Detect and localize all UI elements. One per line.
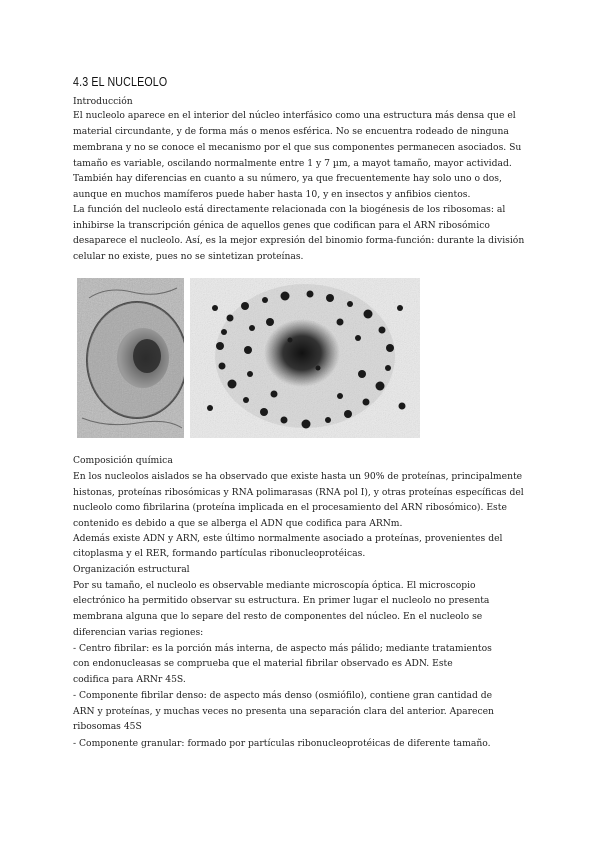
organization-line: membrana alguna que lo separe del resto de componentes del núcleo. En el nucleolo se bbox=[73, 611, 483, 622]
intro-line: También hay diferencias en cuanto a su número, ya que frecuentemente hay solo uno o dos, bbox=[73, 173, 502, 184]
organization-line: - Componente granular: formado por partículas ribonucleoprotéicas de diferente tamaño. bbox=[73, 738, 491, 749]
organization-line: con endonucleasas se comprueba que el material fibrilar observado es ADN. Este bbox=[73, 658, 453, 669]
organization-line: ARN y proteínas, y muchas veces no presenta una separación clara del anterior. Aparecen bbox=[73, 706, 494, 717]
organization-line: ribosomas 45S bbox=[73, 721, 142, 732]
organization-line: electrónico ha permitido observar su estructura. En primer lugar el nucleolo no presenta bbox=[73, 595, 490, 606]
intro-line: membrana y no se conoce el mecanismo por el que sus componentes permanecen asociados. Su bbox=[73, 142, 522, 153]
organization-line: - Centro fibrilar: es la porción más interna, de aspecto más pálido; mediante tratamientos bbox=[73, 643, 492, 654]
composition-line: En los nucleolos aislados se ha observado que existe hasta un 90% de proteínas, principalmente bbox=[73, 471, 523, 482]
intro-line: material circundante, y de forma más o menos esférica. No se encuentra rodeado de ninguna bbox=[73, 126, 509, 137]
intro-line: desaparece el nucleolo. Así, es la mejor expresión del binomio forma-función: durante la división bbox=[73, 235, 525, 246]
organization-line: codifica para ARNr 45S. bbox=[73, 674, 186, 685]
intro-line: aunque en muchos mamíferos puede haber hasta 10, y en insectos y anfibios cientos. bbox=[73, 189, 471, 200]
intro-line: celular no existe, pues no se sintetizan proteínas. bbox=[73, 251, 304, 262]
organization-line: diferencian varias regiones: bbox=[73, 627, 204, 638]
composition-line: citoplasma y el RER, formando partículas ribonucleoprotéicas. bbox=[73, 548, 366, 559]
nucleolus-micrograph-image bbox=[190, 278, 420, 438]
section-title: 4.3 EL NUCLEOLO bbox=[73, 75, 168, 89]
intro-line: El nucleolo aparece en el interior del núcleo interfásico como una estructura más densa que el bbox=[73, 110, 516, 121]
organization-heading: Organización estructural bbox=[73, 564, 190, 575]
intro-heading: Introducción bbox=[73, 96, 133, 107]
nucleus-micrograph-image bbox=[77, 278, 184, 438]
composition-line: histonas, proteínas ribosómicas y RNA polimarasas (RNA pol I), y otras proteínas específicas del bbox=[73, 487, 524, 498]
intro-line: tamaño es variable, oscilando normalmente entre 1 y 7 µm, a mayot tamaño, mayor actividad. bbox=[73, 158, 512, 169]
composition-line: contenido es debido a que se alberga el ADN que codifica para ARNm. bbox=[73, 518, 403, 529]
composition-heading: Composición química bbox=[73, 455, 173, 466]
organization-line: - Componente fibrilar denso: de aspecto más denso (osmiófilo), contiene gran cantidad de bbox=[73, 690, 493, 701]
organization-line: Por su tamaño, el nucleolo es observable mediante microscopía óptica. El microscopio bbox=[73, 580, 476, 591]
intro-line: inhibirse la transcripción génica de aquellos genes que codifican para el ARN ribosómico bbox=[73, 220, 490, 231]
intro-line: La función del nucleolo está directamente relacionada con la biogénesis de los ribosomas: al bbox=[73, 204, 506, 215]
composition-line: nucleolo como fibrilarina (proteína implicada en el procesamiento del ARN ribosómico). Este bbox=[73, 502, 507, 513]
composition-line: Además existe ADN y ARN, este último normalmente asociado a proteínas, provenientes del bbox=[73, 533, 503, 544]
micrograph-figures bbox=[77, 278, 457, 438]
